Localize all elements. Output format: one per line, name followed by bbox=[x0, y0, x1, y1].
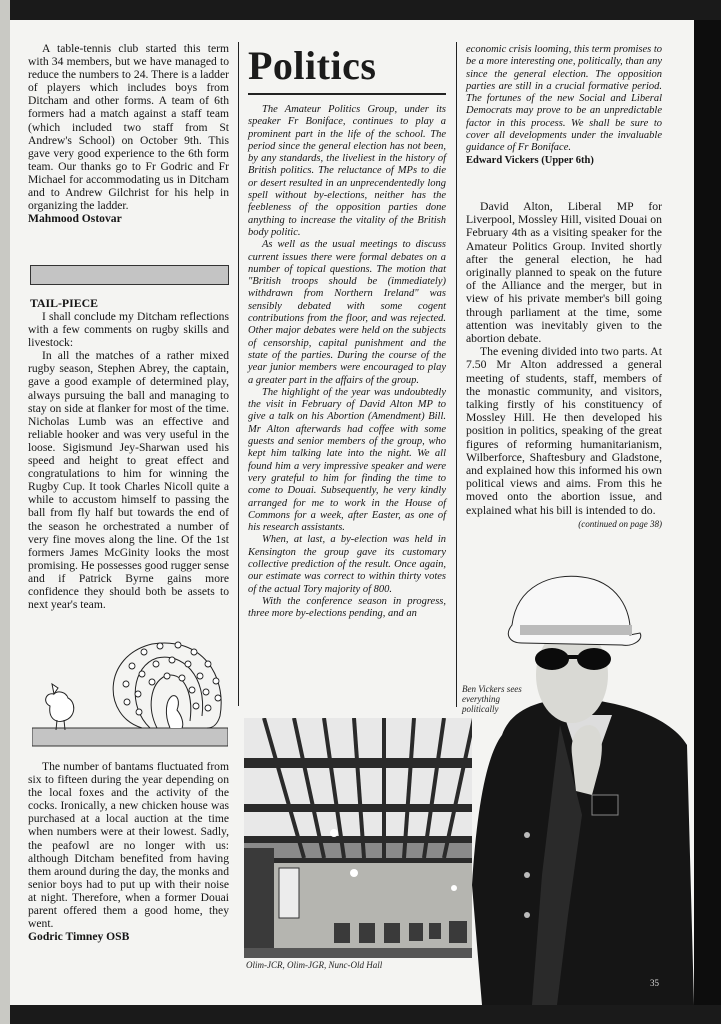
tailpiece-paragraph-1: I shall conclude my Ditcham reflections with a few comments on rugby skills and livestock: bbox=[28, 310, 229, 350]
politics-article-continued bbox=[466, 44, 662, 167]
bantams-article bbox=[28, 760, 229, 943]
tailpiece-signature: Godric Timney OSB bbox=[28, 930, 130, 944]
alton-article bbox=[466, 200, 662, 531]
politics-paragraph-4: When, at last, a by-election was held in Kensington the group gave its customary collective prediction of the result. Once again, our estimate was correct to within thirty votes of the actual Tory majority of 800. bbox=[248, 534, 446, 595]
politics-signature: Edward Vickers (Upper 6th) bbox=[466, 154, 594, 166]
politics-paragraph-2: As well as the usual meetings to discuss current issues there were formal debates on a number of topical questions. The motion that "British troops should be (immediately) withdrawn from Northern Ireland" was sensibly debated with some cogent contributions from the floor, and was rejected. Other major debates were held on the subjects of censorship, capital punishment and the state of the parties. During the course of the year junior members were encouraged to play a greater part in the affairs of the group. bbox=[248, 239, 446, 386]
table-tennis-paragraph: A table-tennis club started this term with 34 members, but we have managed to reduce the numbers to 24. There is a ladder of players which includes boys from Ditcham and other forms. A team of 6th formers had a match against a staff team (which included two staff from St Andrew's School) on October 9th. This gave very good experience to the 6th form team. Our thanks go to Fr Godric and Fr Michael for accommodating us in Ditcham and to Andrew Gilchrist for his help in organizing the ladder. bbox=[28, 42, 229, 213]
column-rule-right bbox=[456, 42, 457, 707]
tailpiece-paragraph-2: In all the matches of a rather mixed rugby season, Stephen Abrey, the captain, gave a good example of determined play, always pursuing the ball and managing to stay on side at flanker for most of the time. Nicholas Lumb was an effective and reliable hooker and was very useful in the loose. Sigismund Jey-Sharwan used his speed and height to great effect and congratulations to him for winning the Rugby Cup. It took Charles Nicoll quite a while to accustom himself to passing the ball from fly half but towards the end of the season he orchestrated a number of very fine moves along the line. Of the 1st formers James McGinity looks the most promising. He possesses good rugger sense and if Patrick Byrne gains more confidence they should both be assets to next year's team. bbox=[28, 349, 229, 612]
peacock-illustration bbox=[32, 636, 228, 748]
table-tennis-article bbox=[28, 42, 229, 225]
politics-article bbox=[248, 104, 446, 620]
tailpiece-paragraph-3: The number of bantams fluctuated from six to fifteen during the year depending on the local foxes and the activity of the cocks. Ironically, a new chicken house was purchased at a local auction at the time when numbers were at their lowest. Sadly, the peafowl are no longer with us: although Ditcham benefited from having them around during the day, the monks and senior boys had to put up with their noise at night. Therefore, when a former Douai parent offered them a good home, they went. bbox=[28, 760, 229, 931]
politics-paragraph-1: The Amateur Politics Group, under its speaker Fr Boniface, continues to play a prominent part in the life of the school. The period since the general election has not been, by any standards, the liveliest in the history of British politics. The reluctance of MPs to die or desert resulted in an unprecendentedly long spell without by-elections, neither has the feebleness of the opposition parties done anything to increase the vitality of the British body politic. bbox=[248, 104, 446, 238]
title-rule bbox=[248, 93, 446, 95]
section-divider-bar bbox=[30, 265, 229, 285]
ben-vickers-photo bbox=[472, 555, 694, 1005]
column-rule-left bbox=[238, 42, 239, 706]
portrait-caption: Ben Vickers sees everything politically bbox=[462, 684, 522, 714]
hall-caption: Olim-JCR, Olim-JGR, Nunc-Old Hall bbox=[246, 960, 383, 970]
tailpiece-article bbox=[28, 310, 229, 611]
section-title: Politics bbox=[248, 43, 377, 88]
old-hall-photo bbox=[244, 718, 497, 958]
page-number: 35 bbox=[650, 978, 659, 988]
tailpiece-heading: TAIL-PIECE bbox=[30, 296, 98, 310]
page-gutter bbox=[0, 0, 10, 1024]
page-edge-shadow bbox=[694, 20, 721, 1005]
politics-paragraph-3: The highlight of the year was undoubtedly the visit in February of David Alton MP to give a talk on his Abortion (Amendment) Bill. Mr Alton afterwards had coffee with some guests and senior members of the group, who kept him talking late into the night. We all found him a very impressive speaker and were very grateful to him for finding the time to come to Douai. Subsequently, he very kindly arranged for me to work in the House of Commons for a week, after Easter, as one of his research assistants. bbox=[248, 386, 446, 534]
politics-paragraph-6: economic crisis looming, this term promises to be a more interesting one, politically, than any since the general election. The opposition parties are still in a crucial formative period. The fortunes of the new Social and Liberal Democrats may prove to be an unpredictable factor in this process. We shall be sure to cover all developments under the invaluable guidance of Fr Boniface. bbox=[466, 44, 662, 154]
alton-paragraph-2: The evening divided into two parts. At 7.50 Mr Alton addressed a general meeting of students, staff, members of the monastic community, and visitors, talking firstly of his constituency of Mossley Hill. He then developed his position in politics, speaking of the great figures of reforming humanitarianism, Wilberforce, Shaftesbury and Gladstone, and explained how this informed his own political views and aims. From this he moved onto the abortion issue, and explained what his bill is intended to do. bbox=[466, 345, 662, 517]
politics-paragraph-5: With the conference season in progress, three more by-elections pending, and an bbox=[248, 595, 446, 620]
alton-paragraph-1: David Alton, Liberal MP for Liverpool, Mossley Hill, visited Douai on February 4th as a visiting speaker for the Amateur Politics Group. Invited shortly after the general election, he had originally planned to speak on the future of the Alliance and the merger, but in view of his private member's bill going through parliament at the time, some attention was inevitably given to the abortion debate. bbox=[466, 200, 662, 346]
continued-note: (continued on page 38) bbox=[578, 518, 662, 529]
table-tennis-signature: Mahmood Ostovar bbox=[28, 212, 122, 226]
